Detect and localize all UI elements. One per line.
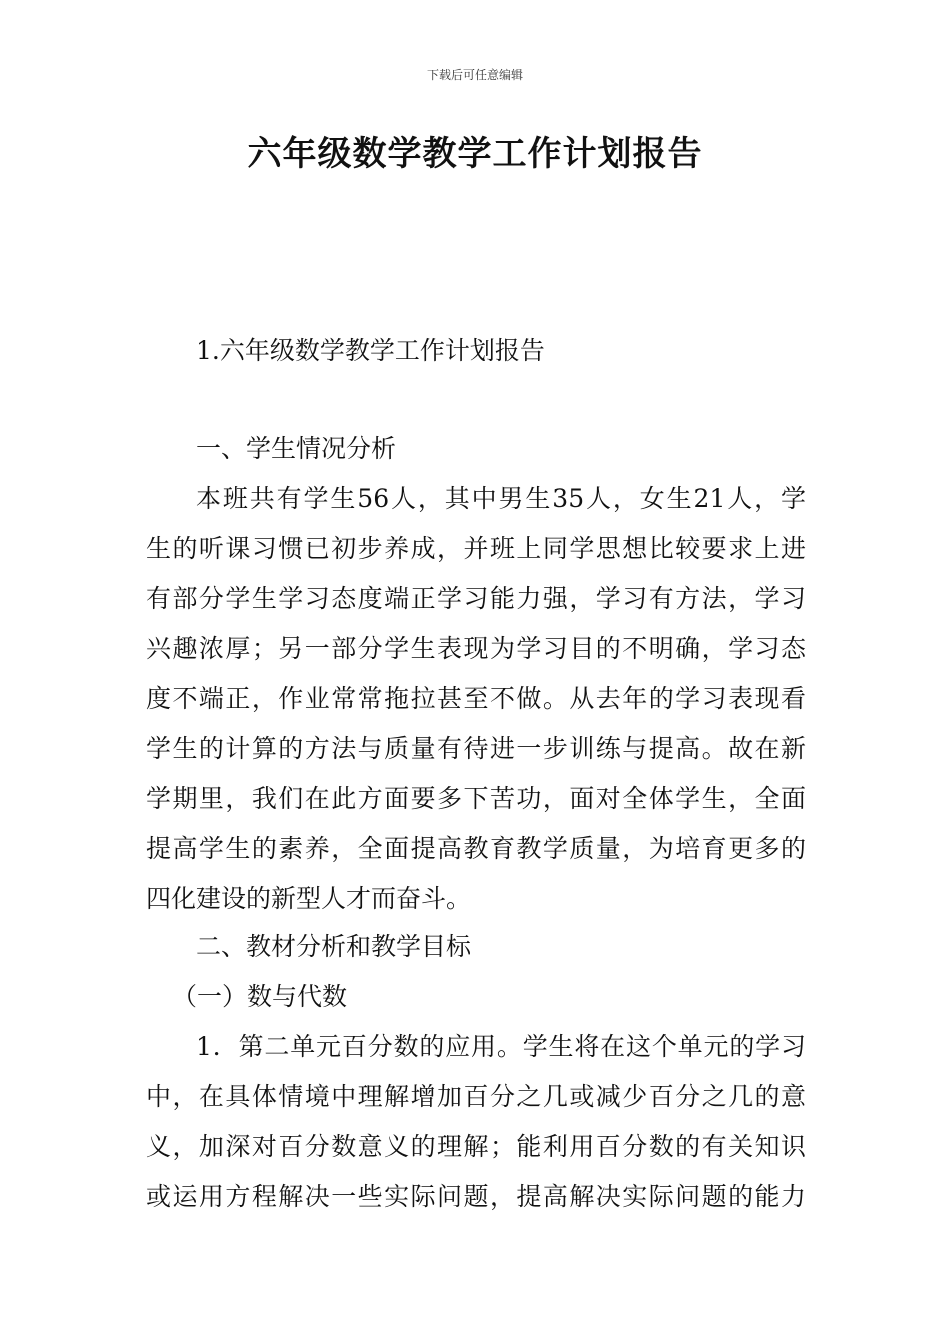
paragraph-line: 义，加深对百分数意义的理解；能利用百分数的有关知识 (146, 1132, 806, 1161)
paragraph-line: 有部分学生学习态度端正学习能力强，学习有方法，学习 (146, 584, 806, 613)
subsection-heading-number-algebra: （一）数与代数 (172, 982, 348, 1011)
paragraph-line: 或运用方程解决一些实际问题，提高解决实际问题的能力 (146, 1182, 806, 1211)
paragraph-line: 学期里，我们在此方面要多下苦功，面对全体学生，全面 (146, 784, 806, 813)
paragraph-line: 度不端正，作业常常拖拉甚至不做。从去年的学习表现看 (146, 684, 806, 713)
paragraph-line: 中，在具体情境中理解增加百分之几或减少百分之几的意 (146, 1082, 806, 1111)
paragraph-line: 生的听课习惯已初步养成，并班上同学思想比较要求上进 (146, 534, 806, 563)
paragraph-line: 提高学生的素养，全面提高教育教学质量，为培育更多的 (146, 834, 806, 863)
document-title: 六年级数学教学工作计划报告 (247, 134, 703, 174)
section-heading-student-analysis: 一、学生情况分析 (196, 434, 397, 463)
item-heading: 1.六年级数学教学工作计划报告 (196, 336, 545, 365)
paragraph-line: 四化建设的新型人才而奋斗。 (146, 884, 472, 913)
paragraph-line: 学生的计算的方法与质量有待进一步训练与提高。故在新 (146, 734, 806, 763)
header-note: 下载后可任意编辑 (426, 68, 523, 82)
paragraph-line: 兴趣浓厚；另一部分学生表现为学习目的不明确，学习态 (146, 634, 806, 663)
section-heading-textbook-analysis: 二、教材分析和教学目标 (196, 932, 472, 961)
paragraph-line: 1．第二单元百分数的应用。学生将在这个单元的学习 (196, 1032, 806, 1061)
paragraph-line: 本班共有学生56人，其中男生35人，女生21人，学 (196, 484, 806, 513)
